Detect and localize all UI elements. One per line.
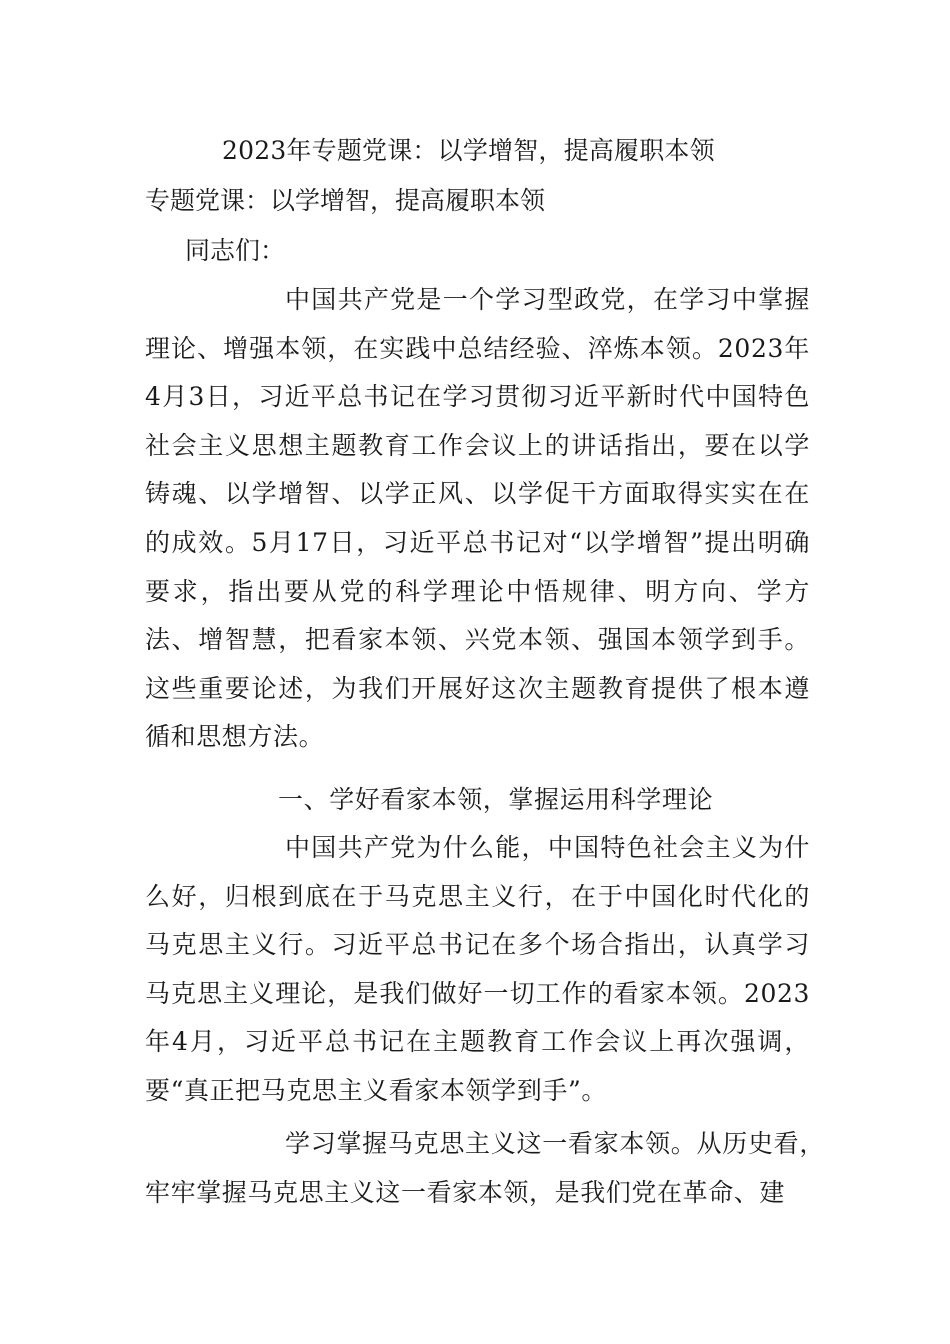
paragraph-section-1: 中国共产党为什么能，中国特色社会主义为什么好，归根到底在于马克思主义行，在于中国化时代化的马克思主义行。习近平总书记在多个场合指出，认真学习马克思主义理论，是我们做好一切工作的看家本领。2023年4月，习近平总书记在主题教育工作会议上再次强调，要“真正把马克思主义看家本领学到手”。 [145, 833, 810, 1105]
document-title: 2023年专题党课：以学增智，提高履职本领 [222, 136, 715, 165]
salutation: 同志们： [185, 236, 286, 265]
section-heading-1: 一、学好看家本领，掌握运用科学理论 [278, 785, 714, 814]
paragraph-intro: 中国共产党是一个学习型政党，在学习中掌握理论、增强本领，在实践中总结经验、淬炼本领。2023年4月3日，习近平总书记在学习贯彻习近平新时代中国特色社会主义思想主题教育工作会议上的讲话指出，要在以学铸魂、以学增智、以学正风、以学促干方面取得实实在在的成效。5月17日，习近平总书记对“以学增智”提出明确要求，指出要从党的科学理论中悟规律、明方向、学方法、增智慧，把看家本领、兴党本领、强国本领学到手。这些重要论述，为我们开展好这次主题教育提供了根本遵循和思想方法。 [145, 285, 810, 752]
paragraph-section-1-continued: 学习掌握马克思主义这一看家本领。从历史看，牢牢掌握马克思主义这一看家本领，是我们党在革命、建 [145, 1129, 825, 1207]
document-subtitle: 专题党课：以学增智，提高履职本领 [145, 186, 546, 215]
